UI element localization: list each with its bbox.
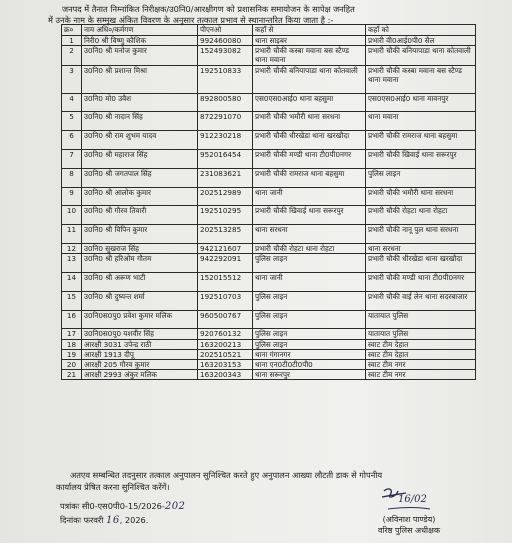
date-label: दिनांकः फरवरी (60, 514, 104, 525)
table-row (62, 187, 476, 206)
cell-from: थाना जानी (253, 187, 366, 206)
date-year: , 2026. (119, 514, 149, 525)
cell-serial: 5 (62, 112, 82, 131)
cell-name: उ0नि0 श्री महाराज सिंह (82, 150, 198, 169)
table-row (62, 254, 476, 273)
cell-serial: 8 (62, 168, 82, 187)
cell-pno: 192510295 (198, 206, 253, 225)
table-row (62, 36, 476, 46)
cell-serial: 11 (62, 225, 82, 244)
header-from: कहाँ से (253, 25, 366, 36)
cell-pno: 872291070 (198, 112, 253, 131)
date-handwritten: 16 (105, 514, 120, 526)
signatory-name: (अविनाश पाण्डेय) (382, 515, 436, 524)
cell-to: थाना सरधना (366, 243, 476, 253)
cell-pno: 202512989 (198, 187, 253, 206)
cell-from: प्रभारी चौकी रामराज थाना बहसुमा (253, 168, 366, 187)
cell-pno: 952016454 (198, 150, 253, 169)
cell-name: उ0नि0 श्री आलोक कुमार (82, 187, 198, 206)
cell-from: प्रभारी चौकी मण्डी थाना टी0पी0नगर (253, 150, 366, 169)
cell-from: प्रभारी चौकी कस्बा मवाना बस स्टैण्ड थाना मवाना (253, 46, 366, 65)
cell-name: उ0नि0 श्री नादान सिंह (82, 112, 198, 131)
cell-serial: 13 (62, 254, 82, 273)
cell-from: थाना साइबर (253, 36, 366, 46)
cell-name: उ0नि0 श्री गौरव तिवारी (82, 206, 198, 225)
cell-name: उ0नि0 सुखराज सिंह (82, 243, 198, 253)
cell-to: प्रभारी चौकी रोहटा थाना रोहटा (366, 206, 476, 225)
cell-to: स्वाट टीम नगर (366, 359, 476, 369)
footer-note-line-2: कार्यालय प्रेषित करना सुनिश्चित करेंगें। (56, 481, 170, 492)
cell-to: यातायात पुलिस (366, 310, 476, 329)
cell-pno: 912230218 (198, 131, 253, 150)
cell-name: उ0नि0 श्री दुष्यन्त शर्मा (82, 291, 198, 310)
cell-from: एस0एस0आई0 थाना बहसुमा (253, 93, 366, 112)
cell-to: पुलिस लाइन (366, 168, 476, 187)
table-header-row (62, 25, 476, 36)
cell-serial: 6 (62, 131, 82, 150)
cell-to: प्रभारी चौकी वाई लेन थाना सदरबाजार (366, 291, 476, 310)
table-row (62, 112, 476, 131)
cell-pno: 163200213 (198, 339, 253, 349)
reference-handwritten: 202 (164, 501, 186, 512)
table-row (62, 359, 476, 369)
cell-from: पुलिस लाइन (253, 329, 366, 339)
table-row (62, 329, 476, 339)
cell-name: उ0नि0 श्री अरूण भाटी (82, 272, 198, 291)
table-row (62, 93, 476, 112)
cell-to: प्रभारी चौकी कस्बा मवाना बस स्टैण्ड थाना मवाना (366, 65, 476, 93)
table-row (62, 349, 476, 359)
intro-paragraph (48, 4, 488, 26)
cell-serial: 1 (62, 36, 82, 46)
cell-from: थाना जानी (253, 272, 366, 291)
cell-pno: 992460080 (198, 36, 253, 46)
cell-from: प्रभारी चौकी रोहटा थाना रोहटा (253, 243, 366, 253)
cell-to: प्रभारी चौकी बनियापाडा थाना कोतवाली (366, 46, 476, 65)
table-row (62, 131, 476, 150)
cell-name: उ0नि0 श्री विपिन कुमार (82, 225, 198, 244)
cell-name: उ0नि0 श्री हरिओम गौतम (82, 254, 198, 273)
cell-serial: 9 (62, 187, 82, 206)
cell-name: उ0नि0स0पु0 प्रवेश कुमार मलिक (82, 310, 198, 329)
header-serial: क्र० (62, 25, 82, 36)
cell-pno: 202510521 (198, 349, 253, 359)
cell-name: आरक्षी 205 गौरव कुमार (82, 359, 198, 369)
table-row (62, 65, 476, 93)
cell-from: पुलिस लाइन (253, 254, 366, 273)
cell-from: प्रभारी चौकी खिवाई थाना सरूरपुर (253, 206, 366, 225)
cell-to: स्वाट टीम देहात (366, 339, 476, 349)
cell-from: पुलिस लाइन (253, 310, 366, 329)
table-row (62, 339, 476, 349)
cell-pno: 231083621 (198, 168, 253, 187)
cell-from: प्रभारी चौकी धीरखेडा थाना खरखौदा (253, 131, 366, 150)
cell-to: एस0एस0आई0 थाना मावनपुर (366, 93, 476, 112)
table-row (62, 272, 476, 291)
cell-from: थाना एन0टी0टी0पी0 (253, 359, 366, 369)
cell-to: प्रभारी चौकी रामराज थाना बहसुमा (366, 131, 476, 150)
cell-serial: 17 (62, 329, 82, 339)
cell-to: प्रभारी चौकी मण्डी थाना टी0पी0नगर (366, 272, 476, 291)
cell-pno: 920760132 (198, 329, 253, 339)
intro-line-1: जनपद में तैनात निम्नांकित निरीक्षक/उ0नि0/आरक्षीगण को प्रशासनिक समायोजन के सापेक्ष जनहित (62, 4, 355, 14)
table-row (62, 243, 476, 253)
cell-serial: 3 (62, 65, 82, 93)
cell-from: पुलिस लाइन (253, 291, 366, 310)
cell-to: प्रभारी चौकी भमौरी थाना सरधना (366, 187, 476, 206)
transfer-table (61, 24, 476, 380)
cell-serial: 19 (62, 349, 82, 359)
cell-to: स्वाट टीम नगर (366, 370, 476, 380)
cell-name: उ0नि0 श्री राम शुभम यादव (82, 131, 198, 150)
reference-block (60, 500, 185, 527)
cell-to: यातायात पुलिस (366, 329, 476, 339)
cell-to: प्रभारी चौकी धीरखेडा थाना खरखौदा (366, 254, 476, 273)
cell-pno: 163203153 (198, 359, 253, 369)
cell-to: स्वाट टीम देहात (366, 349, 476, 359)
cell-name: आरक्षी 1913 दीपू (82, 349, 198, 359)
intro-line-2: में उनके नाम के सम्मुख अंकित विवरण के अनुसार तत्काल प्रभाव से स्थानान्तरित किया जाता है :- (48, 15, 334, 25)
cell-from: थाना सरूरपुर (253, 370, 366, 380)
cell-from: प्रभारी चौकी भमौरी थाना सरधना (253, 112, 366, 131)
cell-serial: 21 (62, 370, 82, 380)
table-row (62, 46, 476, 65)
cell-pno: 192510833 (198, 65, 253, 93)
table-row (62, 310, 476, 329)
signature-hand-date: 16/02 (398, 494, 427, 505)
cell-name: उ0नि0 श्री प्रशान्त मिश्रा (82, 65, 198, 93)
footer-note-line-1: अतएव सम्बन्धित तदनुसार तत्काल अनुपालन सुनिश्चित करते हुए अनुपालन आख्या लौटती डाक से गोपनीय (70, 470, 383, 480)
cell-name: आरक्षी 3031 उपेन्द्र राठी (82, 339, 198, 349)
cell-name: उ0नि0 मो0 उवैश (82, 93, 198, 112)
cell-from: प्रभारी चौकी बनियापाडा थाना कोतवाली (253, 65, 366, 93)
cell-pno: 942292091 (198, 254, 253, 273)
cell-name: उ0नि0 श्री जगतपाल सिंह (82, 168, 198, 187)
cell-name: उ0नि0 श्री मनोज कुमार (82, 46, 198, 65)
cell-pno: 942121607 (198, 243, 253, 253)
table-row (62, 206, 476, 225)
cell-pno: 163200343 (198, 370, 253, 380)
cell-serial: 7 (62, 150, 82, 169)
cell-to: थाना मवाना (366, 112, 476, 131)
cell-from: पुलिस लाइन (253, 339, 366, 349)
table-row (62, 225, 476, 244)
cell-pno: 192510703 (198, 291, 253, 310)
table-row (62, 150, 476, 169)
cell-serial: 4 (62, 93, 82, 112)
cell-name: निरी0 श्री विष्णु कौशिक (82, 36, 198, 46)
table-row (62, 168, 476, 187)
reference-label: पत्रांकः सी0-एस0पी0-15/2026- (60, 501, 165, 511)
cell-serial: 12 (62, 243, 82, 253)
cell-from: थाना गंगानगर (253, 349, 366, 359)
cell-to: प्रभारी चौकी खिवाई थाना सरूरपुर (366, 150, 476, 169)
signatory-designation: वरिष्ठ पुलिस अधीक्षक (377, 526, 441, 535)
header-to: कहाँ को (366, 25, 476, 36)
cell-name: उ0नि0स0पु0 यशवीर सिंह (82, 329, 198, 339)
cell-serial: 10 (62, 206, 82, 225)
cell-serial: 20 (62, 359, 82, 369)
cell-serial: 14 (62, 272, 82, 291)
cell-name: आरक्षी 2993 अंकुर मलिक (82, 370, 198, 380)
cell-serial: 15 (62, 291, 82, 310)
reference-date (60, 514, 185, 528)
cell-from: थाना सरधना (253, 225, 366, 244)
header-pno: पीएनओ (198, 25, 253, 36)
cell-pno: 202513285 (198, 225, 253, 244)
reference-number (60, 500, 185, 514)
table-row (62, 370, 476, 380)
cell-pno: 960500767 (198, 310, 253, 329)
header-name: नाम अधि०/कर्मगण (82, 25, 198, 36)
cell-serial: 2 (62, 46, 82, 65)
cell-pno: 152493082 (198, 46, 253, 65)
cell-pno: 892800580 (198, 93, 253, 112)
table-row (62, 291, 476, 310)
cell-to: प्रभारी वी0आई0पी0 सैल (366, 36, 476, 46)
table-body (62, 36, 476, 380)
cell-to: प्रभारी चौकी नानू पुल थाना सरधना (366, 225, 476, 244)
cell-serial: 18 (62, 339, 82, 349)
cell-pno: 152015512 (198, 272, 253, 291)
cell-serial: 16 (62, 310, 82, 329)
